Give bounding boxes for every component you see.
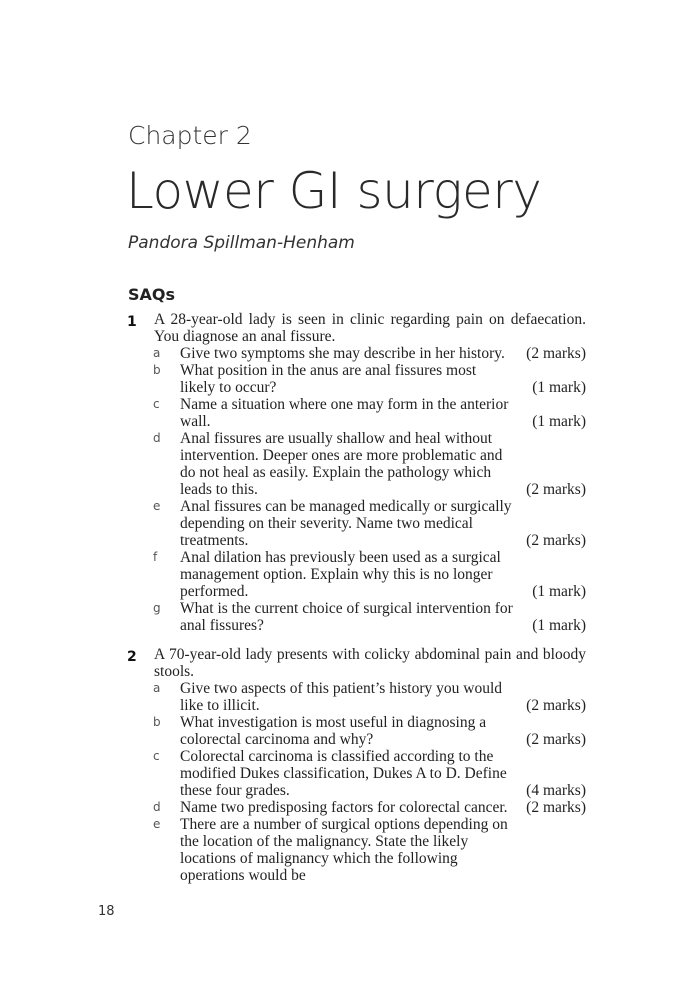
part-letter: g bbox=[153, 601, 161, 615]
question-number: 2 bbox=[127, 649, 137, 665]
question-part bbox=[0, 396, 698, 430]
part-marks: (2 marks) bbox=[526, 697, 586, 714]
question-part bbox=[0, 799, 698, 816]
part-marks: (2 marks) bbox=[526, 731, 586, 748]
chapter-label: Chapter 2 bbox=[128, 121, 252, 150]
question-part bbox=[0, 680, 698, 714]
part-text: Anal dilation has previously been used as a surgical management option. Explain why this is no longer performed. bbox=[180, 549, 501, 600]
part-marks: (2 marks) bbox=[526, 481, 586, 498]
question-part bbox=[0, 714, 698, 748]
question-stem: A 28-year-old lady is seen in clinic regarding pain on defaecation. You diagnose an anal fissure. bbox=[154, 311, 586, 345]
part-text: Name two predisposing factors for colorectal cancer. bbox=[180, 799, 508, 816]
part-marks: (2 marks) bbox=[526, 532, 586, 549]
page-number: 18 bbox=[98, 904, 115, 919]
part-letter: f bbox=[153, 550, 158, 564]
part-letter: e bbox=[153, 817, 161, 831]
author-name: Pandora Spillman-Henham bbox=[128, 233, 355, 253]
part-text: Name a situation where one may form in the anterior wall. bbox=[180, 396, 509, 430]
part-text: Colorectal carcinoma is classified according to the modified Dukes classification, Dukes A to D. Define these four grades. bbox=[180, 748, 507, 799]
part-text: Anal fissures can be managed medically or surgically depending on their severity. Name two medical treatments. bbox=[180, 498, 512, 549]
questions-list bbox=[0, 311, 698, 896]
part-letter: a bbox=[153, 346, 161, 360]
question-part bbox=[0, 345, 698, 362]
part-text: Give two symptoms she may describe in her history. bbox=[180, 345, 505, 362]
part-letter: c bbox=[153, 749, 160, 763]
part-text: What is the current choice of surgical intervention for anal fissures? bbox=[180, 600, 513, 634]
question-number: 1 bbox=[127, 314, 137, 330]
part-letter: c bbox=[153, 397, 160, 411]
part-text: There are a number of surgical options depending on the location of the malignancy. State the likely locations of malignancy which the following operations would be bbox=[180, 816, 508, 884]
part-marks: (2 marks) bbox=[526, 799, 586, 816]
part-text: Give two aspects of this patient’s history you would like to illicit. bbox=[180, 680, 503, 714]
part-letter: e bbox=[153, 499, 161, 513]
part-marks: (1 mark) bbox=[532, 617, 586, 634]
question-1 bbox=[0, 311, 698, 634]
part-marks: (1 mark) bbox=[532, 413, 586, 430]
section-heading: SAQs bbox=[128, 285, 176, 304]
part-text: What position in the anus are anal fissures most likely to occur? bbox=[180, 362, 477, 396]
part-letter: d bbox=[153, 431, 161, 445]
part-letter: a bbox=[153, 681, 161, 695]
question-part bbox=[0, 816, 698, 884]
question-part bbox=[0, 362, 698, 396]
part-letter: b bbox=[153, 363, 161, 377]
question-part bbox=[0, 498, 698, 549]
chapter-title: Lower GI surgery bbox=[126, 162, 542, 220]
question-part bbox=[0, 600, 698, 634]
question-stem: A 70-year-old lady presents with colicky abdominal pain and bloody stools. bbox=[154, 646, 586, 680]
question-part bbox=[0, 430, 698, 498]
part-marks: (2 marks) bbox=[526, 345, 586, 362]
question-part bbox=[0, 549, 698, 600]
part-marks: (1 mark) bbox=[532, 583, 586, 600]
question-2 bbox=[0, 646, 698, 884]
part-marks: (1 mark) bbox=[532, 379, 586, 396]
question-part bbox=[0, 748, 698, 799]
part-marks: (4 marks) bbox=[526, 782, 586, 799]
part-letter: d bbox=[153, 800, 161, 814]
part-text: Anal fissures are usually shallow and heal without intervention. Deeper ones are more problematic and do not heal as easily. Explain the pathology which leads to this. bbox=[180, 430, 503, 498]
part-letter: b bbox=[153, 715, 161, 729]
part-text: What investigation is most useful in diagnosing a colorectal carcinoma and why? bbox=[180, 714, 487, 748]
